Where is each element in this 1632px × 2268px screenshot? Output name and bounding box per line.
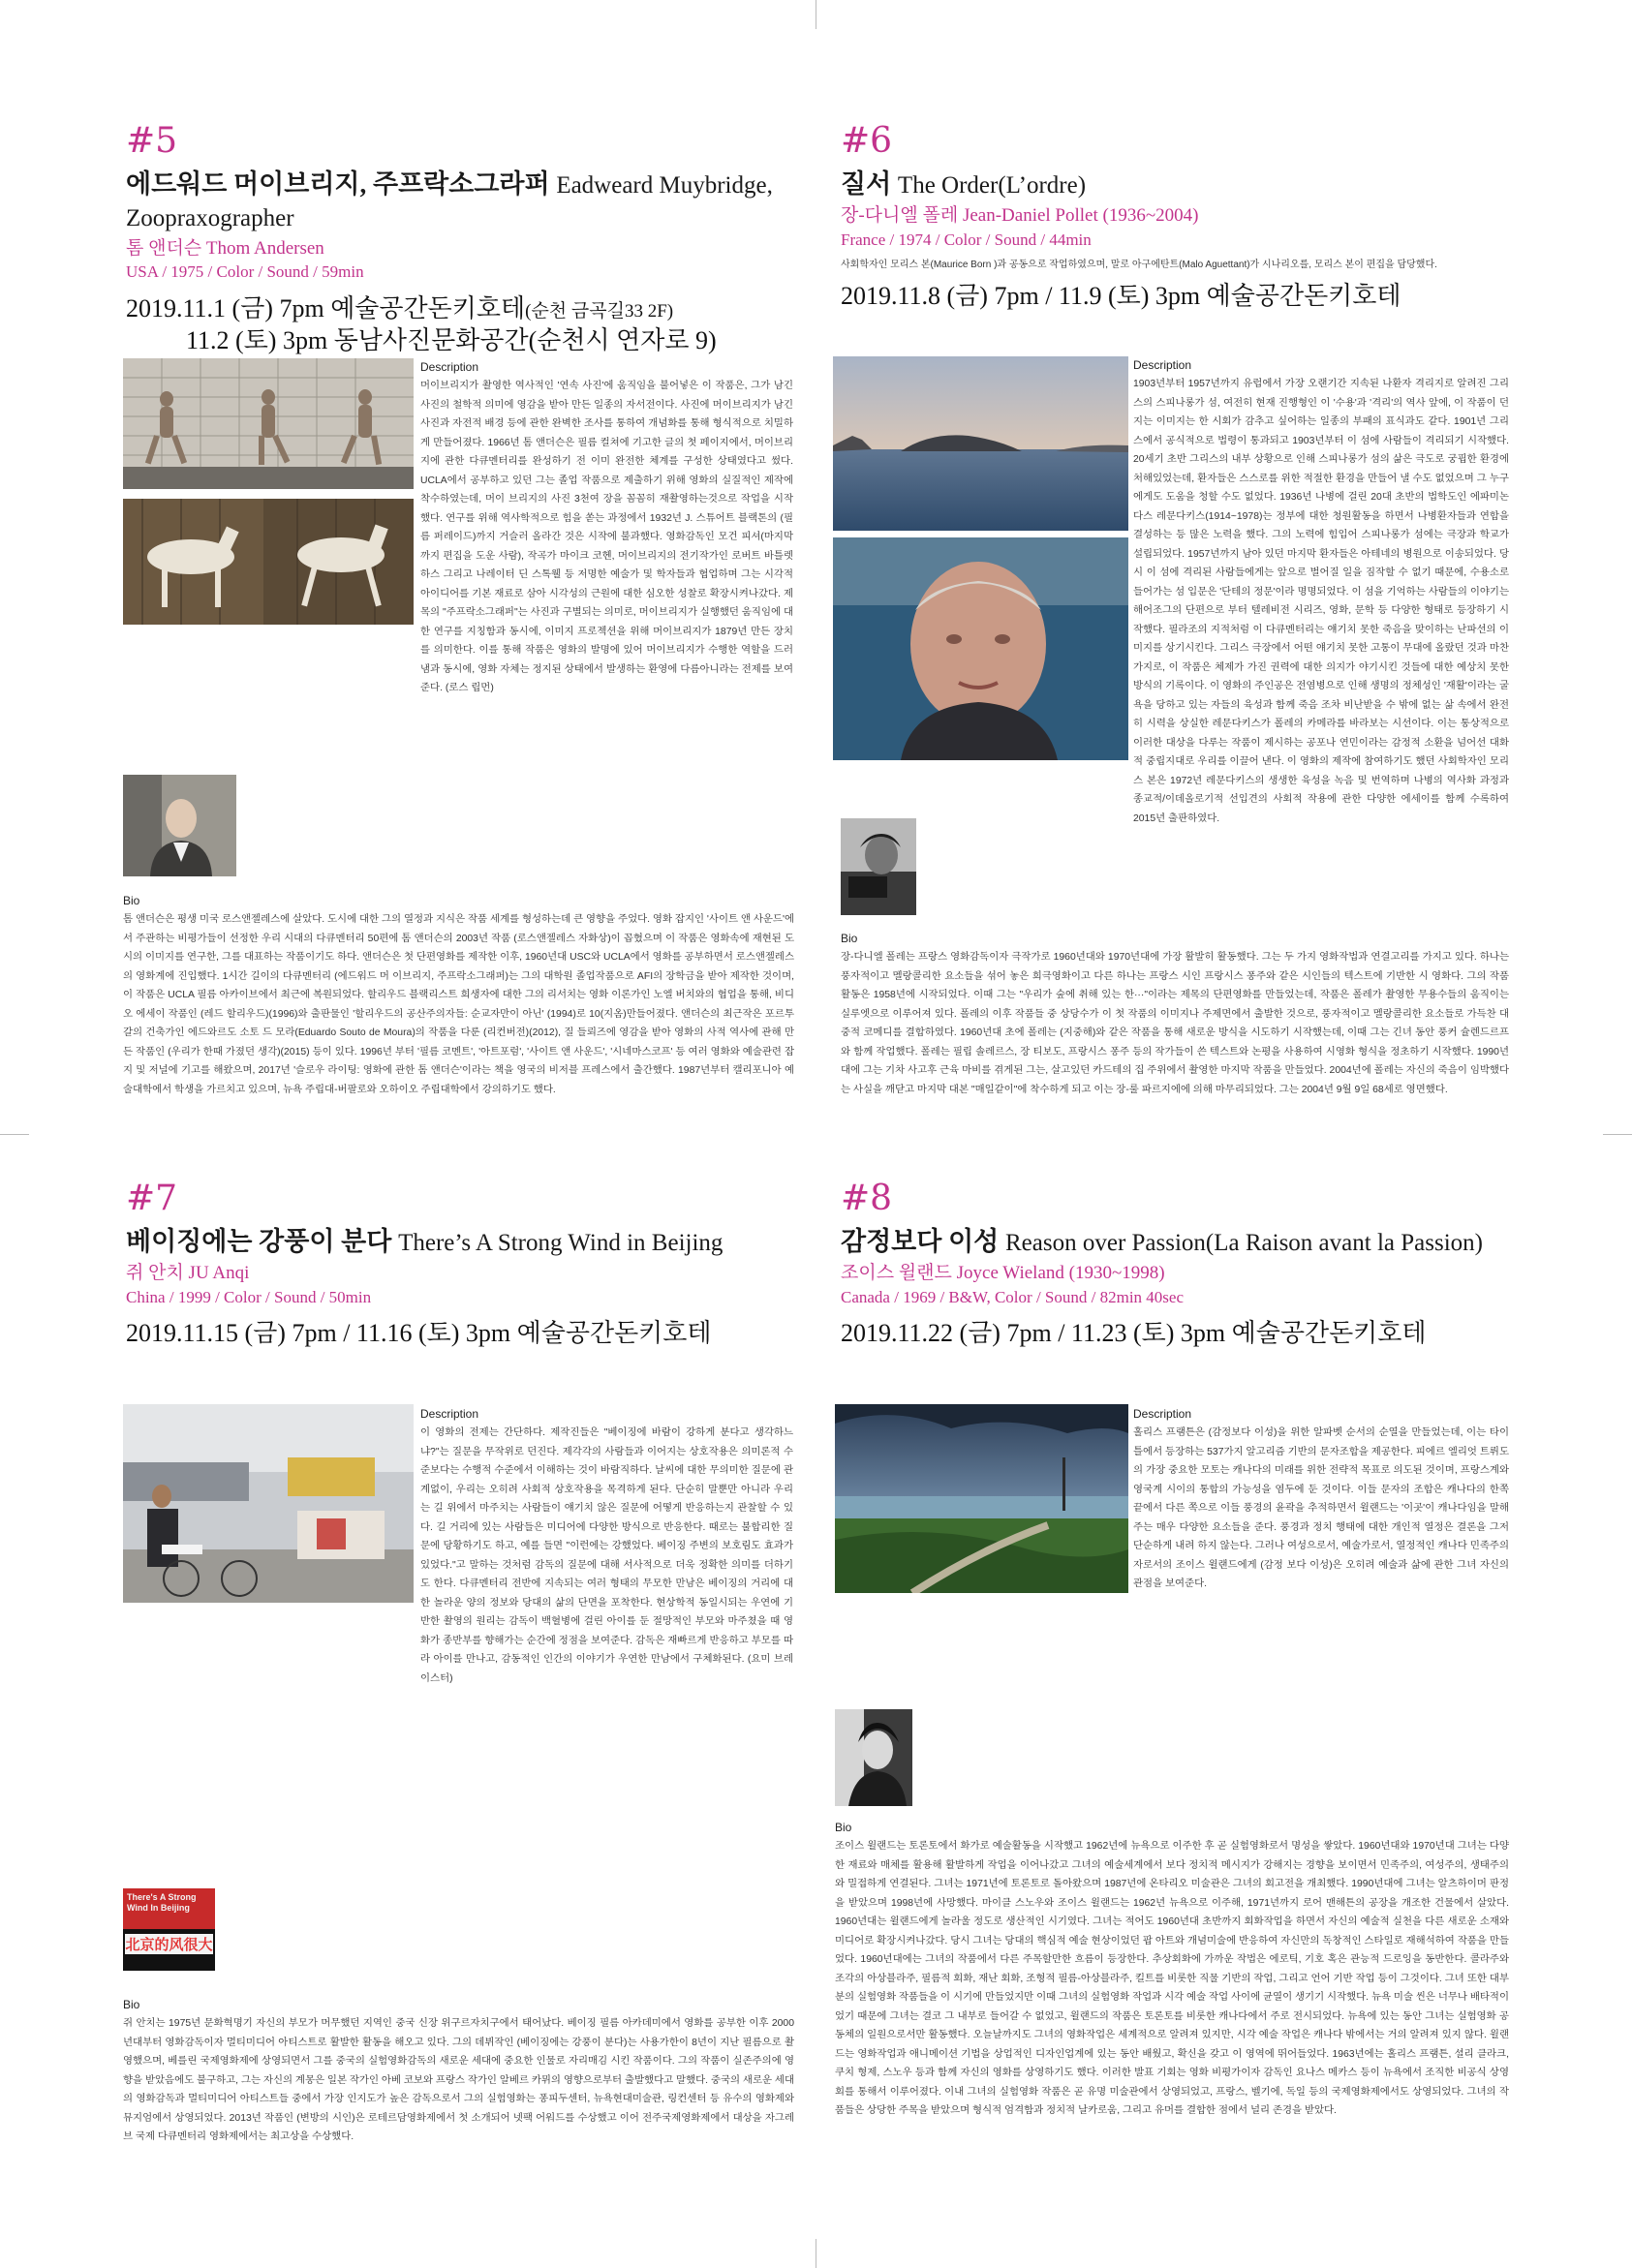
film-8-still-landscape <box>835 1404 1128 1593</box>
poster-title: There's A Strong Wind In Beijing <box>127 1892 197 1913</box>
film-schedule-second: 11.2 (토) 3pm 동남사진문화공간(순천시 연자로 9) <box>186 326 717 355</box>
film-director: 쥐 안치 JU Anqi <box>126 1262 250 1283</box>
film-number: #5 <box>126 121 178 161</box>
film-title <box>126 1226 794 1259</box>
bio-text: 조이스 윌랜드는 토론토에서 화가로 예술활동을 시작했고 1962년에 뉴욕으로 이주한 후 곧 실험영화로서 명성을 쌓았다. 1960년대와 1970년대 그녀는 다양한 재료와 매체를 활용해 활발하게 작업을 이어나갔고 그녀의 예술세계에서 보다 정치적 메시지가 강해지는 경향을 보이면서 민족주의, 여성주의, 생태주의와 밀접하게 연결된다. 그녀는 1971년에 토론토로 돌아왔으며 1987년에 온타리오 미술관은 그녀의 회고전을 개최했다. 1990년대에 그녀는 알츠하이머 판정을 받았으며 1998년에 사망했다. 마이클 스노우와 조이스 윌랜드는 1962년 뉴욕으로 이주해, 1971년까지 로어 맨해튼의 공장을 개조한 건물에서 살았다. 1960년대는 윌랜드에게 놀라울 정도로 생산적인 시기였다. 그녀는 적어도 1960년대 초반까지 회화작업을 하면서 자신의 예술적 실천을 다른 새로운 소재와 미디어로 확장시켜나갔다. 당시 그녀는 당대의 핵심적 예술 현상이었던 팝 아트와 개념미술에 반응하여 자신만의 독창적인 스타일로 재해석하여 작품을 만들었다. 1960년대에는 그녀의 작품에서 다른 주목할만한 흐름이 등장한다. 추상회화에 가까운 작법은 에로틱, 기호 혹은 관능적 드로잉을 동반한다. 콜라주와 조각의 아상블라주, 필름적 회화, 재난 회화, 조형적 필름-아상블라주, 킬트를 비롯한 직물 기반의 작업, 그리고 언어 기반 작업 등이 그것이다. 그녀 또한 대부분의 실험영화 작품들을 이 시기에 만들었지만 이때 그녀의 실험영화 작업과 시각 예술 작업 사이에 균열이 생기기 시작했다. 뉴욕 미술 씬은 너무나 배타적이었기 때문에 그녀는 결코 그 내부로 들어갈 수 없었고, 윌랜드의 작품은 토론토를 비롯한 캐나다에서 주로 전시되었다. 뉴욕에 있는 동안 그녀는 실험영화 공동체의 일원으로서만 활동했다. 오늘날까지도 그녀의 영화작업은 세계적으로 알려져 있지만, 시각 예술 작업은 캐나다 밖에서는 거의 알려져 있지 않다. 윌랜드는 영화작업과 애니메이션 기법을 상업적인 디자인업계에 있는 동안 배웠고, 확신을 갖고 이 영역에 뛰어들었다. 1963년에는 홀리스 프램튼, 셜리 클라크, 쿠치 형제, 스노우 등과 함께 자신의 영화를 상영하기도 했다. 이러한 발표 기회는 영화 비평가이자 감독인 요나스 메카스 등이 뉴욕에서 조직한 비공식 상영회를 통해서 이루어졌다. 이내 그녀의 실험영화 작품은 곧 유명 미술관에서 상영되었고, 프랑스, 벨기에, 독일 등의 국제영화제에서도 상영되었다. 그녀의 작품들은 상당한 주목을 받았으며 형식적 엄격함과 정치적 날카로움, 그리고 유머를 결합한 점에서 널리 존경을 받았다. <box>835 1841 1509 2116</box>
poster-chinese-title: 北京的风很大 <box>125 1936 213 1953</box>
film-title-korean: 베이징에는 강풍이 분다 <box>126 1227 392 1256</box>
film-director: 톰 앤더슨 Thom Andersen <box>126 237 324 259</box>
film-6-still-island <box>833 356 1128 531</box>
film-schedule: 2019.11.8 (금) 7pm / 11.9 (토) 3pm 예술공간돈키호테 <box>841 281 1401 310</box>
description-label: Description <box>1133 1407 1192 1421</box>
description-text: 홀리스 프램튼은 (감정보다 이성)을 위한 알파벳 순서의 순열을 만들었는데, 이는 타이틀에서 등장하는 537가지 알고리즘 기반의 문자조합을 제공한다. 피에르 엘리엇 트뤼도의 가장 중요한 모토는 캐나다의 미래를 위한 전략적 목표로 의도된 것이며, 프랑스계와 영국계 시이의 통합의 가능성을 염두에 둔 것이다. 이들 문자의 조합은 캐나다의 한쪽 끝에서 다른 쪽으로 이들 풍경의 윤곽을 추적하면서 윌랜드는 '이곳'이 캐나다임을 말해주는 매우 다양한 요소들을 준다. 풍경과 정치 행태에 대한 개인적 열정은 결론을 그저 단순하게 내려 하지 않는다. 그러나 여성으로서, 예술가로서, 열정적인 캐나다 민족주의자로서의 조이스 윌랜드에게 (감정 보다 이성)은 오히려 예술과 삶에 관한 그녀 자신의 관점을 보여준다. <box>1133 1427 1509 1589</box>
film-8-description <box>1133 1407 1509 1594</box>
film-6-director-portrait <box>841 818 916 915</box>
film-title-english: The Order(L’ordre) <box>897 172 1087 199</box>
film-schedule: 2019.11.1 (금) 7pm 예술공간돈키호테(순천 금곡길33 2F) <box>126 293 674 322</box>
film-meta: France / 1974 / Color / Sound / 44min <box>841 230 1092 249</box>
bio-label: Bio <box>123 1998 140 2011</box>
film-director: 조이스 윌랜드 Joyce Wieland (1930~1998) <box>841 1262 1165 1283</box>
description-label: Description <box>420 360 479 374</box>
film-6-bio <box>841 932 1509 1099</box>
film-7-still-street <box>123 1404 414 1603</box>
description-text: 1903년부터 1957년까지 유럽에서 가장 오랜기간 지속된 나환자 격리지로 알려진 그리스의 스피나롱가 섬, 여전히 현재 진행형인 이 '수용'과 '격리'의 역사 앞에, 이 작품이 던지는 이미지는 한 시회가 감추고 싶어하는 일종의 부패의 표식과도 같다. 1901년 그리스에서 공식적으로 법령이 통과되고 1903년부터 이 섬에 사람들이 격리되기 시작했다. 20세기 초반 그리스의 내부 상황으로 인해 스피나롱가 섬의 삶은 극도로 궁핍한 환경에 처해있었는데, 환자들은 스스로를 위한 적절한 환경을 만들어 낼 수도 없었으며 그 누구에게도 도움을 청할 수도 없었다. 1936년 나병에 걸린 20대 초반의 법학도인 에파미논다스 레문다키스(1914~1978)는 정부에 대한 청원활동을 하면서 나병환자들과 연합을 결성하는 등 많은 노력을 했다. 그의 노력에 힘입어 스피나롱가 섬에는 극장과 학교가 설립되었다. 1957년까지 남아 있던 마지막 환자들은 아테네의 병원으로 이송되었다. 당시 이 섬에 격리된 사람들에게는 앞으로 벌어질 일을 짐작할 수 없기 때문에, 수용소로 들어가는 섬 입문은 '단테의 정문'이라 명명되었다. 이 섬을 기억하는 사람들의 이야기는 해어조그의 단편으로 부터 텔레비전 시리즈, 영화, 문학 등 다양한 형태로 등장하기 시작했다. 필라조의 지적처럼 이 다큐멘터리는 얘기치 못한 죽음을 맞이하는 난파선의 이미지를 상기시킨다. 그리스 극장에서 어떤 얘기치 못한 고통이 무대에 올랐던 것과 마찬가지로, 이 작품은 체제가 가진 권력에 대한 의지가 야기시킨 것들에 대한 예상치 못한 방식의 기록이다. 이 영화의 주인공은 전염병으로 인해 생명의 정체성인 '재활'이라는 굴욕을 당하고 있는 자들의 육성과 함께 죽음 조차 비난받을 수 밖에 없는 삶 속에서 완전히 시력을 상실한 레문다키스가 폴레의 카메라를 바라보는 시선이다. 이는 통상적으로 이러한 대상을 다루는 작품이 제시하는 공포나 연민이라는 감정적 소환을 넘어선 대화적 중립지대로 우리를 이끌어 낸다. 이 영화의 제작에 참여하기도 했던 사회학자인 모리스 본은 1972년 레문다키스의 생생한 육성을 녹음 및 번역하며 나병의 역사화 과정과 종교적/이데올로기적 선입견의 사회적 작용에 관한 다양한 에세이를 함께 수록하여 2015년 출판하였다. <box>1133 379 1509 824</box>
film-7-bio <box>123 1998 794 2147</box>
film-schedule: 2019.11.15 (금) 7pm / 11.16 (토) 3pm 예술공간돈키호테 <box>126 1318 712 1347</box>
film-number: #8 <box>841 1179 893 1218</box>
bio-label: Bio <box>835 1821 852 1834</box>
film-5-description <box>420 360 793 698</box>
film-title-korean: 감정보다 이성 <box>841 1227 1000 1256</box>
film-5-director-portrait <box>123 775 236 876</box>
film-6-still-portrait <box>833 537 1128 760</box>
film-8-bio <box>835 1821 1509 2121</box>
film-meta: Canada / 1969 / B&W, Color / Sound / 82min 40sec <box>841 1287 1184 1306</box>
film-7-description <box>420 1407 793 1688</box>
film-8-header <box>841 1181 1509 1350</box>
film-8-director-portrait <box>835 1709 912 1806</box>
film-meta: China / 1999 / Color / Sound / 50min <box>126 1287 372 1306</box>
film-number: #6 <box>841 121 893 161</box>
film-meta: USA / 1975 / Color / Sound / 59min <box>126 262 364 282</box>
film-title-korean: 에드워드 머이브리지, 주프락소그라퍼 <box>126 169 550 199</box>
crop-mark-right <box>1603 1134 1632 1135</box>
film-7-header <box>126 1181 794 1350</box>
bio-text: 쥐 안치는 1975년 문화혁명기 자신의 부모가 머무했던 지역인 중국 신장 위구르자치구에서 태어났다. 베이징 필름 아카데미에서 영화를 공부한 이후 2000년대부터 영화감독이자 멀티미디어 아티스트로 활발한 활동을 해오고 있다. 그의 데뷔작인 (베이징에는 강풍이 분다)는 사용가한이 8년이 지난 필름으로 촬영했으며, 베를린 국제영화제에 상영되면서 그를 중국의 실험영화감독의 새로운 세대에 중요한 인물로 자리매김 시킨 작품이다. 그의 작품이 실존주의에 영향을 받았음에도 불구하고, 그는 자신의 계몽은 일본 작가인 아베 코보와 프랑스 작가인 알베르 카뮈의 영향으로부터 출발했다고 말했다. 중국의 새로운 세대의 영화감독과 멀티미디어 아티스트들 중에서 가장 인지도가 높은 감독으로서 그의 실험영화는 퐁피두센터, 뉴욕현대미술관, 링컨센터 등 유수의 영화제와 뮤지엄에서 상영되었다. 2013년 작품인 (변방의 시인)은 로테르담영화제에서 첫 소개되어 넷팩 어워드를 수상했고 이어 전주국제영화제에서 대상을 자그레브 국제 다큐멘터리 영화제에서는 최고상을 수상했다. <box>123 2018 794 2142</box>
description-label: Description <box>420 1407 479 1421</box>
film-number: #7 <box>126 1179 178 1218</box>
film-title <box>126 169 794 234</box>
film-title <box>841 169 1509 201</box>
film-credit: 사회학자인 모리스 본(Maurice Born )과 공동으로 작업하였으며, 말로 아구에탄트(Malo Aguettant)가 시나리오를, 모리스 본이 편집을 담당했다. <box>841 259 1437 270</box>
bio-text: 장-다니엘 폴레는 프랑스 영화감독이자 극작가로 1960년대와 1970년대에 가장 활발히 활동했다. 그는 두 가지 영화작법과 연결고리를 가지고 있다. 하나는 풍자적이고 멜랑콜리한 요소들을 섞어 놓은 희극영화이고 다른 하나는 프랑스 시인 프랑시스 퐁주와 같은 시인들의 텍스트에 기반한 시 영화다. 그의 작품활동은 1958년에 시작되었다. 이때 그는 "우리가 숲에 취해 있는 한···"이라는 제목의 단편영화를 만들었는데, 작품은 폴레가 촬영한 무용수들의 움직이는 실루엣으로 이루어져 있다. 폴레의 이후 작품들 중 상당수가 이 첫 작품의 이미지나 주제면에서 출발한 것으로, 풍자적이고 멜랑콜리한 요소들로 가득찬 대중적 코메디를 결합하였다. 1960년대 초에 폴레는 (지중해)와 같은 작품을 통해 새로운 방식을 시도하기 시작했는데, 이때 그는 긴녀 동안 풍커 슐렌드르프와 함께 작업했다. 폴레는 필립 솔레르스, 장 티보도, 프랑시스 퐁주 등의 작가들이 쓴 텍스트와 논평을 사용하여 시영화 형식을 정초하기 시작했다. 1990년대에 그는 기차 사고후 근육 마비를 겪게된 그는, 살고있던 카드테의 집 주위에서 촬영한 마지막 작품을 만들었다. 2004년에 폴레는 자신의 죽음이 임박했다는 사실을 깨닫고 마지막 대본 "매일같이"에 착수하게 되고 이는 장-룰 파르지에에 의해 마무리되었다. 그는 2004년 9월 9일 68세로 영면했다. <box>841 952 1509 1095</box>
film-5-still-runner <box>123 358 414 489</box>
film-6-description <box>1133 358 1509 828</box>
film-7-poster <box>123 1888 215 1971</box>
film-title-korean: 질서 <box>841 169 892 199</box>
film-6-header <box>841 121 1509 313</box>
description-label: Description <box>1133 358 1192 372</box>
film-title-english: Reason over Passion(La Raison avant la Passion) <box>1005 1230 1483 1256</box>
film-schedule: 2019.11.22 (금) 7pm / 11.23 (토) 3pm 예술공간돈키호테 <box>841 1318 1427 1347</box>
film-5-header <box>126 121 794 357</box>
description-text: 머이브리지가 촬영한 역사적인 '연속 사진'에 움직임을 불어넣은 이 작품은, 그가 남긴 사진의 철학적 의미에 영감을 받아 만든 일종의 자서전이다. 사진에 머이브리지가 남긴 사진과 자전적 배경 등에 관한 완벽한 조사를 통하여 개념화를 통해 형식적으로 치밀하게 만들어졌다. 1966년 톰 앤더슨은 필름 컬쳐에 기고한 글의 첫 페이지에서, 머이브리지에 관한 다큐멘터리를 완성하기 전 이미 완전한 체계를 구성한 상태였다고 썼다. UCLA에서 공부하고 있던 그는 졸업 작품으로 제출하기 위해 영화의 실질적인 제작에 착수하였는데, 머이 브리지의 사진 3천여 장을 꼼꼼히 재촬영하는것으로 작업을 시작했다. 연구를 위해 역사학적으로 힘을 쏟는 과정에서 1932년 J. 스튜어트 블랙톤의 (필름 퍼레이드)까지 거슬러 올라간 것은 시작에 불과했다. 영화감독인 모건 피셔(마지막까지 편집을 도운 사람), 작곡가 마이크 코헨, 머이브리지의 전기작가인 로버트 바틀렛 하스 그리고 나레이터 딘 스톡웰 등 저명한 예술가 및 학자들과 협업하며 그는 시각적 아이디어를 기본 재료로 삼아 시각성의 근원에 대한 심오한 성찰로 확장시켜나갔다. 제목의 "주프락소그래퍼"는 사진과 구별되는 의미로, 머이브리지가 실행했던 움직임에 대한 연구를 지칭함과 동시에, 이미지 프로젝션을 위해 머이브리지가 1879년 만든 장치를 의미한다. 이를 통해 작품은 영화의 발명에 있어 머이브리지가 수행한 역할을 드러냄과 동시에, 영화 자체는 정지된 상태에서 발생하는 환영에 다름아니라는 전제를 보여준다. (로스 립먼) <box>420 381 793 693</box>
film-title-english: There’s A Strong Wind in Beijing <box>398 1230 724 1256</box>
bio-text: 톰 앤더슨은 평생 미국 로스앤젤레스에 살았다. 도시에 대한 그의 열정과 지식은 작품 세계를 형성하는데 큰 영향을 주었다. 영화 잡지인 '사이트 앤 사운드'에서 주관하는 비평가들이 선정한 우리 시대의 다큐멘터리 50편에 톰 앤더슨의 2003년 작품 (로스앤젤레스 자화상)이 꼽혔으며 이 작품은 영화속에 재현된 도시의 이미지를 연구한, 그를 대표하는 작품이기도 하다. 앤더슨은 첫 단편영화를 제작한 이후, 1960년대 USC와 UCLA에서 영화를 공부하면서 로스앤젤레스의 영화계에 진입했다. 1시간 길이의 다큐멘터리 (에드워드 머 이브리지, 주프락소그래퍼)는 그의 대학원 졸업작품으로 AFI의 장학금을 받아 제작한 것이며, 이 작품은 UCLA 필름 아카이브에서 최근에 복원되었다. 할리우드 블랙리스트 희생자에 대한 그의 리서치는 영화 이론가인 노엘 버치와의 협업을 통해, 비디오 에세이 작품인 (레드 할리우드)(1996)와 출판물인 '할리우드의 공산주의자들: 순교자만이 아닌' (1994)로 10(지옴)만들어졌다. 앤더슨의 최근작은 포르투갈의 건축가인 에드와르도 소토 드 모라(Eduardo Souto de Moura)의 작품을 다룬 (리컨버전)(2012), 질 들뢰즈에 영감을 받아 영화의 사적 역사에 관해 만든 작품인 (우리가 한때 가졌던 생각)(2015) 등이 있다. 1996년 부터 '필름 코멘트', '아트포럼', '사이트 앤 사운드', '시네마스코프' 등 여러 영화와 예술관련 잡지 및 저널에 기고를 해왔으며, 2017년 '슬로우 라이팅: 영화에 관한 톰 앤더슨'이라는 책을 영국의 비저블 프레스에서 출간했다. 1987년부터 캘리포니아 예술대학에서 학생을 가르치고 있으며, 뉴욕 주립대-버팔로와 오하이오 주립대학에서 강의하기도 했다. <box>123 914 794 1095</box>
crop-mark-left <box>0 1134 29 1135</box>
film-director: 장-다니엘 폴레 Jean-Daniel Pollet (1936~2004) <box>841 204 1199 226</box>
film-5-bio <box>123 894 794 1099</box>
description-text: 이 영화의 전제는 간단하다. 제작진들은 "베이징에 바람이 강하게 분다고 생각하느냐?"는 질문을 무작위로 던진다. 제각각의 사람들과 이어지는 상호작용은 의미론적 수준보다는 수행적 수준에서 이해하는 것이 바람직하다. 날씨에 대한 무의미한 질문에 관계없이, 우리는 오히려 사회적 상호작용을 목격하게 된다. 단순히 말뿐만 아니라 우리는 길 위에서 마주치는 사람들이 얘기치 않은 질문에 어떻게 반응하는지 관찰할 수 있다. 길 거리에 있는 사람들은 미디어에 다양한 방식으로 반응한다. 때로는 불합리한 질문에 당황하기도 하고, 예를 들면 "이런에는 강했었다. 베이징 주변의 보호림도 효과가 있었다."고 말하는 것처럼 감독의 질문에 대해 서사적으로 더욱 정확한 의미를 더하기도 한다. 다큐멘터리 전반에 지속되는 여러 형태의 무모한 만남은 베이징의 거리에 대한 놀라운 양의 정보와 당대의 삶의 단면을 포착한다. 현상학적 동일시되는 우연에 기반한 촬영의 원리는 감독이 백혈병에 걸린 아이를 둔 절망적인 부모와 마주쳤을 때 영화가 종반부를 향해가는 순간에 정점을 보여준다. 감독은 재빠르게 반응하고 부모를 따라 아이를 만나고, 감동적인 인간의 이야기가 우연한 만남에서 구체화된다. (요미 브레이스터) <box>420 1427 793 1684</box>
film-title <box>841 1226 1509 1259</box>
film-5-still-horse <box>123 499 414 625</box>
bio-label: Bio <box>841 932 858 945</box>
film-title-english: Eadweard Muybridge, Zoopraxographer <box>126 172 773 231</box>
bio-label: Bio <box>123 894 140 907</box>
